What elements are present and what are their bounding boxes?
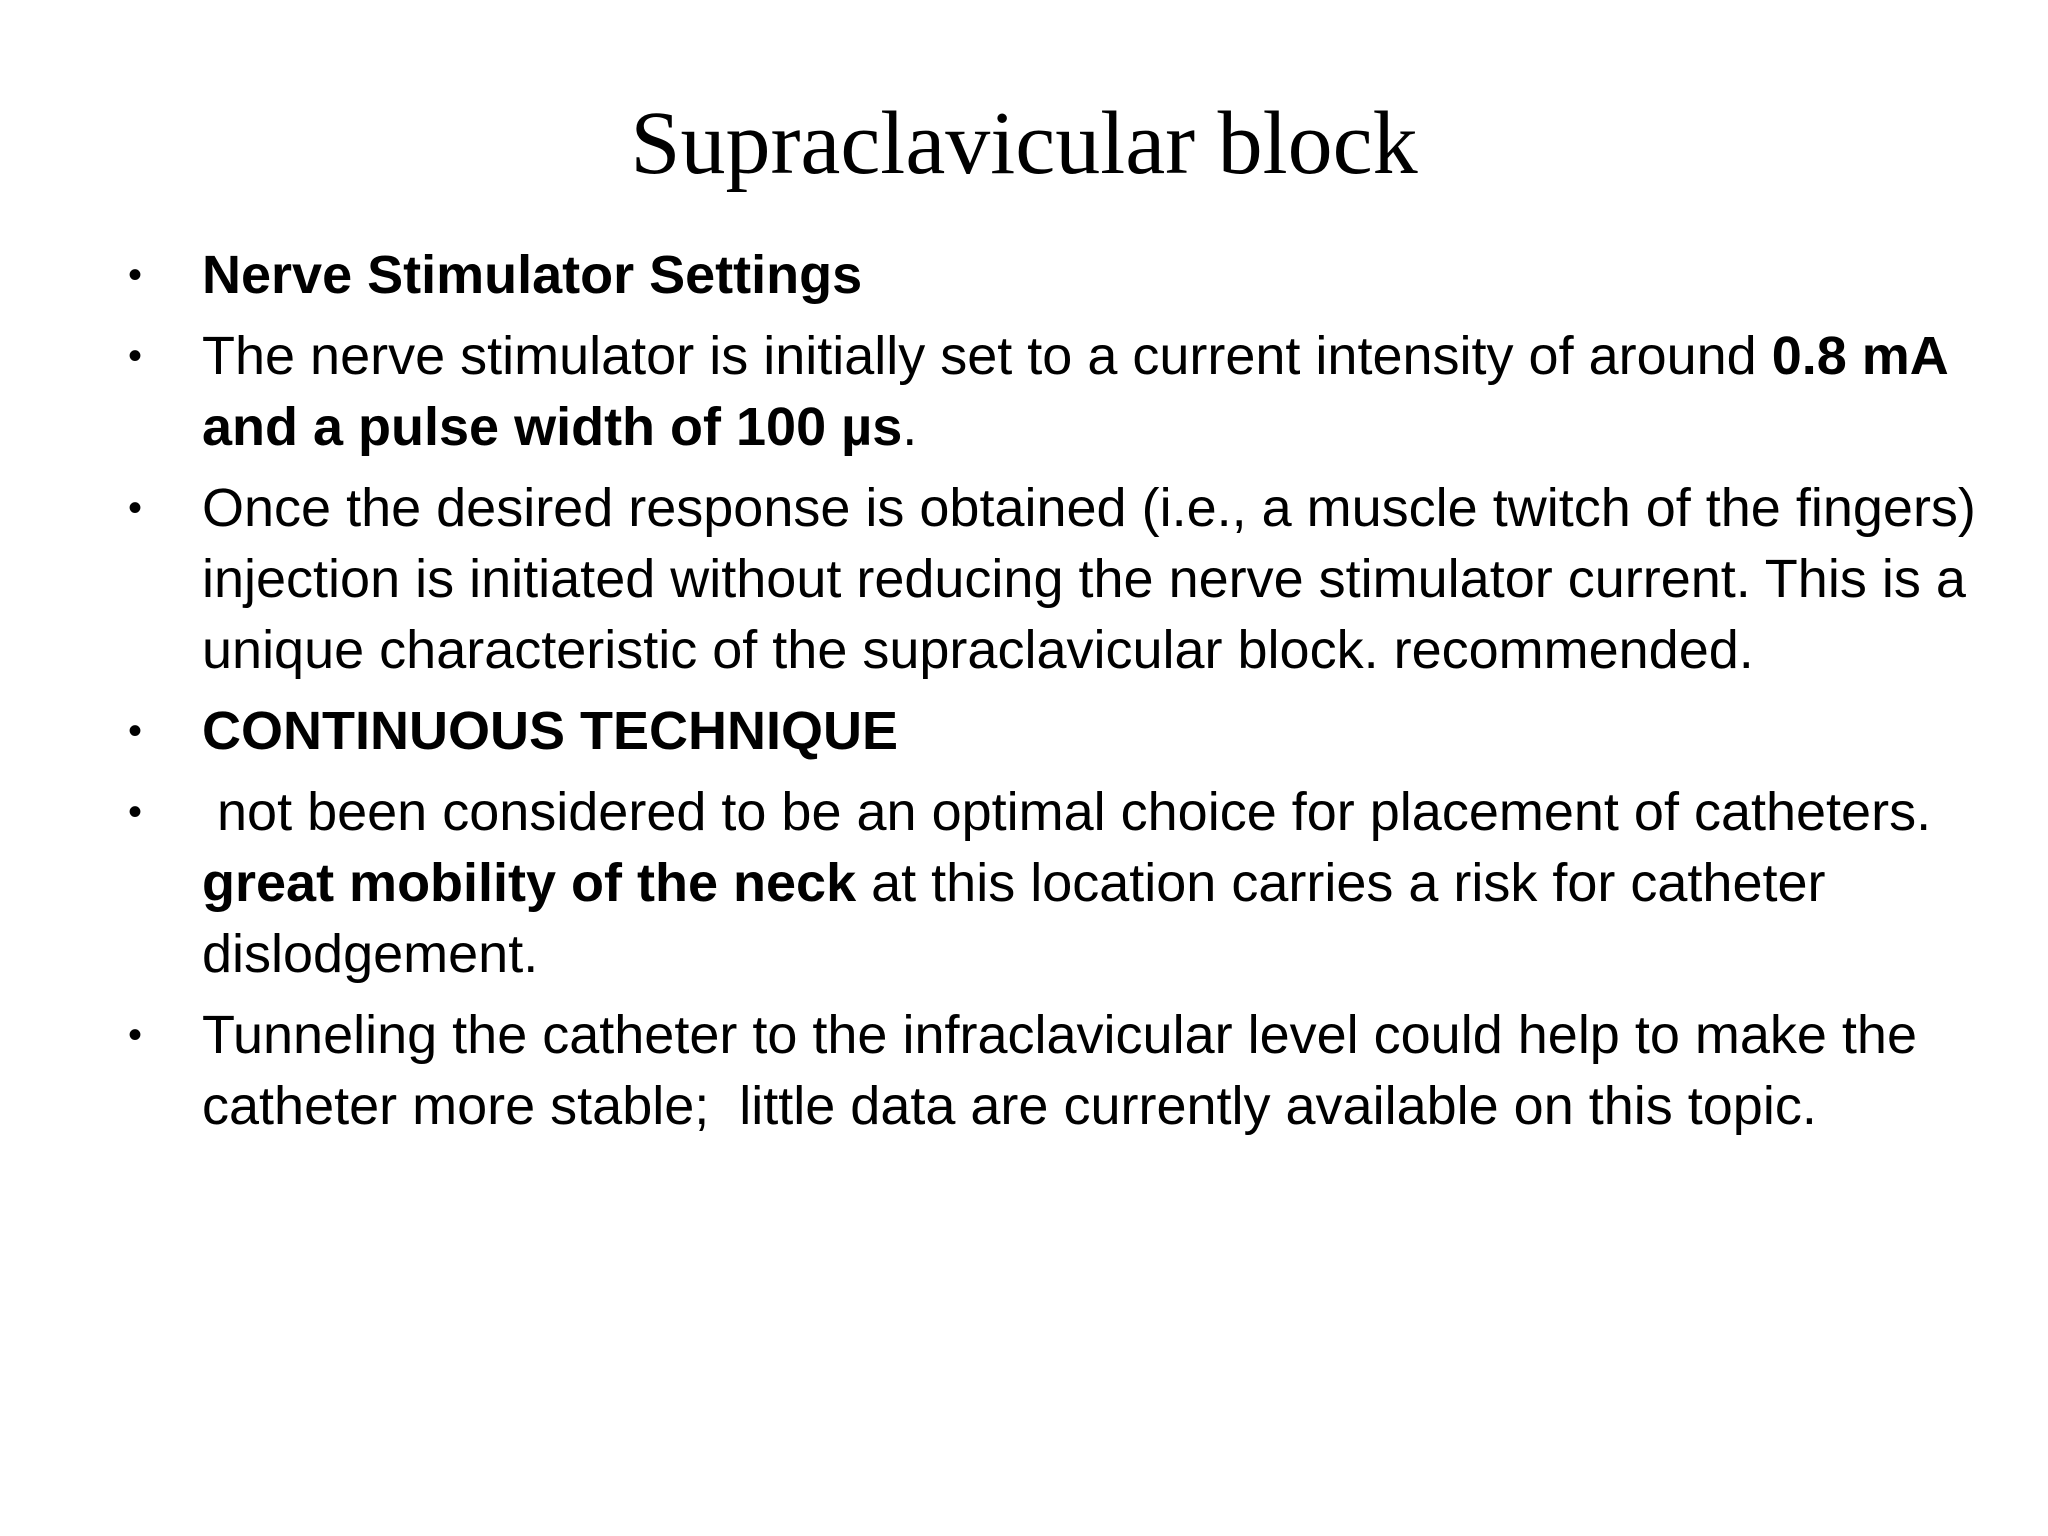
bullet-item-1 <box>120 240 1980 311</box>
bullet-dot-icon: • <box>128 1013 143 1057</box>
bullet-list <box>120 240 1980 1152</box>
bullet-item-4 <box>120 696 1980 767</box>
bullet-item-2 <box>120 321 1980 463</box>
bullet-item-5 <box>120 777 1980 990</box>
bullet-dot-icon: • <box>128 790 143 834</box>
bullet-text: The nerve stimulator is initially set to a current intensity of around <box>202 326 1772 386</box>
bullet-dot-icon: • <box>128 253 143 297</box>
bullet-emphasis: 0.8 mA and a pulse width of 100 µs <box>202 326 1947 457</box>
bullet-text: Once the desired response is obtained (i.e., a muscle twitch of the fingers) injection is initiated without reducing the nerve stimulator current. This is a unique characteristic of the supraclavicular block. recommended. <box>202 478 1976 680</box>
bullet-dot-icon: • <box>128 709 143 753</box>
bullet-text: not been considered to be an optimal choice for placement of catheters. <box>202 782 1947 842</box>
bullet-text: Tunneling the catheter to the infraclavicular level could help to make the catheter more stable; little data are currently available on this topic. <box>202 1005 1933 1136</box>
bullet-item-6 <box>120 1000 1980 1142</box>
bullet-emphasis: great mobility of the neck <box>202 853 857 913</box>
bullet-text: . <box>902 397 918 457</box>
bullet-heading: CONTINUOUS TECHNIQUE <box>202 701 899 761</box>
bullet-dot-icon: • <box>128 486 143 530</box>
bullet-dot-icon: • <box>128 334 143 378</box>
bullet-item-3 <box>120 473 1980 686</box>
bullet-heading: Nerve Stimulator Settings <box>202 245 863 305</box>
slide-title: Supraclavicular block <box>630 94 1418 193</box>
bullet-text: at this location carries a risk for catheter dislodgement. <box>202 853 1826 984</box>
